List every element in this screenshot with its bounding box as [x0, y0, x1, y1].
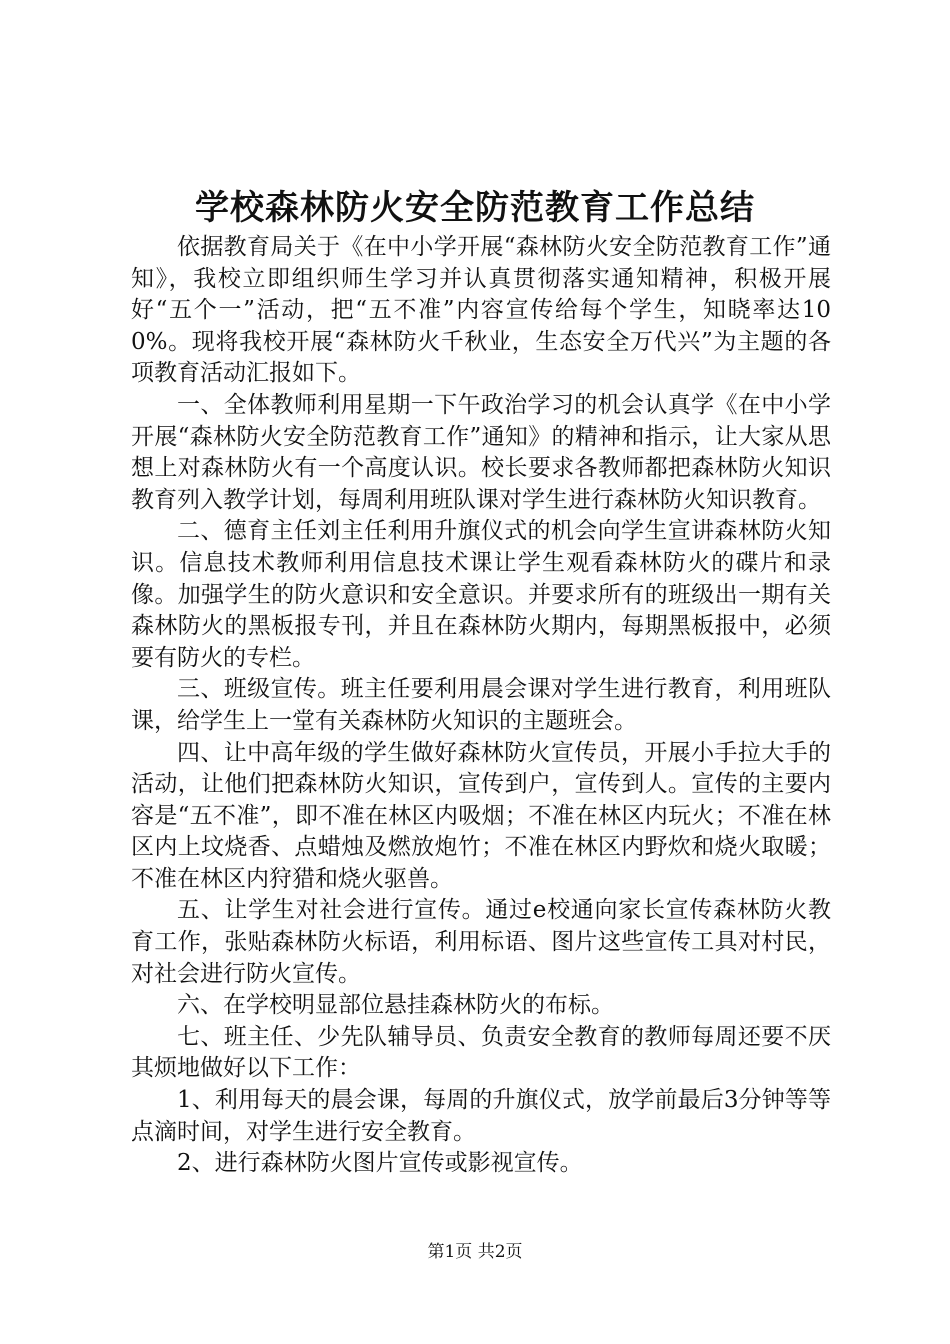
paragraph-section-5: 五、让学生对社会进行宣传。通过e校通向家长宣传森林防火教育工作，张贴森林防火标语，利用标语、图片这些宣传工具对村民，对社会进行防火宣传。	[131, 897, 831, 987]
document-body	[131, 232, 831, 1180]
paragraph-section-6: 六、在学校明显部位悬挂森林防火的布标。	[177, 992, 614, 1019]
paragraph-section-7: 七、班主任、少先队辅导员、负责安全教育的教师每周还要不厌其烦地做好以下工作：	[131, 1023, 831, 1082]
paragraph-section-2: 二、德育主任刘主任利用升旗仪式的机会向学生宣讲森林防火知识。信息技术教师利用信息技术课让学生观看森林防火的碟片和录像。加强学生的防火意识和安全意识。并要求所有的班级出一期有关森林防火的黑板报专刊，并且在森林防火期内，每期黑板报中，必须要有防火的专栏。	[131, 518, 831, 671]
list-item-2: 2、进行森林防火图片宣传或影视宣传。	[177, 1150, 583, 1177]
page-number-footer: 第1页 共2页	[427, 1242, 523, 1262]
paragraph-section-4: 四、让中高年级的学生做好森林防火宣传员，开展小手拉大手的活动，让他们把森林防火知识，宣传到户，宣传到人。宣传的主要内容是“五不准”，即不准在林区内吸烟；不准在林区内玩火；不准在林区内上坟烧香、点蜡烛及燃放炮竹；不准在林区内野炊和烧火取暖；不准在林区内狩猎和烧火驱兽。	[131, 739, 831, 892]
list-item-1: 1、利用每天的晨会课，每周的升旗仪式，放学前最后3分钟等等点滴时间，对学生进行安全教育。	[131, 1087, 831, 1145]
paragraph-section-1: 一、全体教师利用星期一下午政治学习的机会认真学《在中小学开展“森林防火安全防范教育工作”通知》的精神和指示，让大家从思想上对森林防火有一个高度认识。校长要求各教师都把森林防火知识教育列入教学计划，每周利用班队课对学生进行森林防火知识教育。	[131, 391, 831, 513]
paragraph-section-3: 三、班级宣传。班主任要利用晨会课对学生进行教育，利用班队课，给学生上一堂有关森林防火知识的主题班会。	[131, 676, 831, 734]
document-title: 学校森林防火安全防范教育工作总结	[195, 188, 755, 228]
paragraph-intro: 依据教育局关于《在中小学开展“森林防火安全防范教育工作”通知》，我校立即组织师生学习并认真贯彻落实通知精神，积极开展好“五个一”活动，把“五不准”内容宣传给每个学生，知晓率达100%。现将我校开展“森林防火千秋业，生态安全万代兴”为主题的各项教育活动汇报如下。	[131, 234, 831, 387]
